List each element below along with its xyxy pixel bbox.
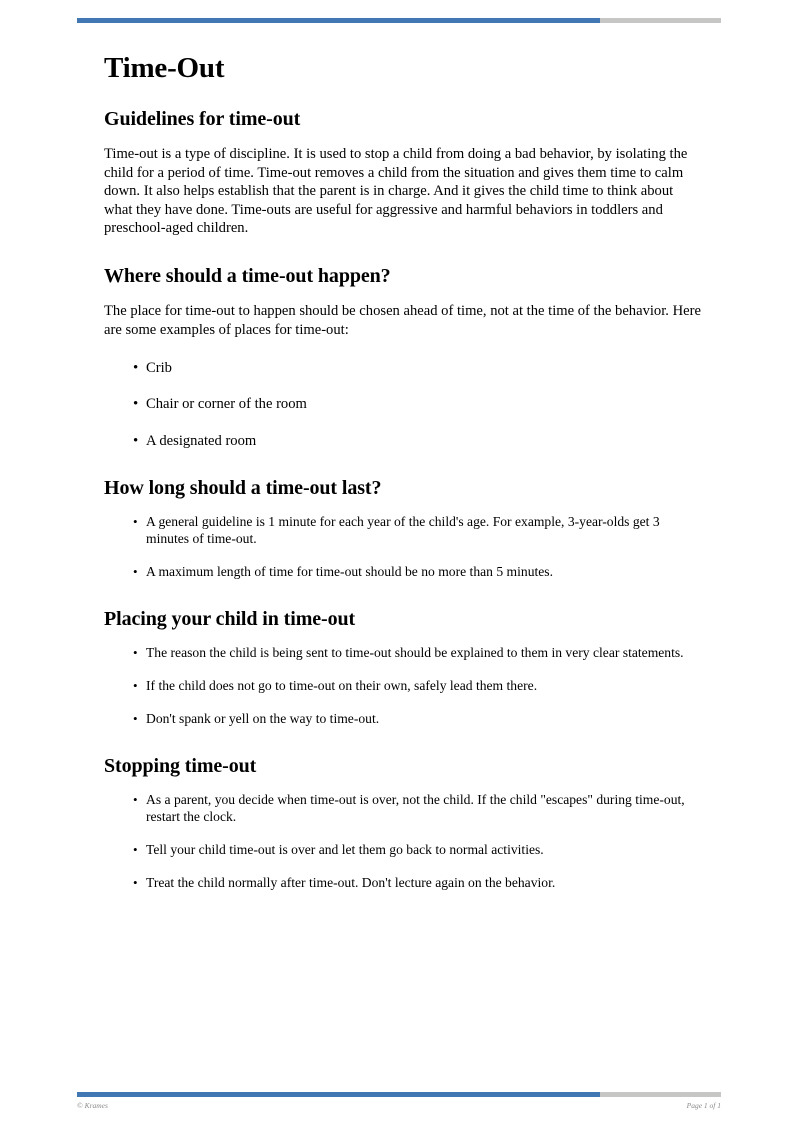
page-footer: [77, 1101, 721, 1110]
spacer: [104, 728, 704, 754]
list-item: • A maximum length of time for time-out should be no more than 5 minutes.: [104, 564, 704, 581]
footer-rule: [77, 1092, 721, 1097]
header-rule-blue-segment: [77, 18, 600, 23]
list-item: • The reason the child is being sent to time-out should be explained to them in very clear statements.: [104, 645, 704, 662]
header-rule-gray-segment: [600, 18, 721, 23]
spacer: [104, 581, 704, 607]
list-item: • Crib: [104, 359, 704, 377]
list-item: • Tell your child time-out is over and let them go back to normal activities.: [104, 842, 704, 859]
section-paragraph-guidelines: Time-out is a type of discipline. It is used to stop a child from doing a bad behavior, by isolating the child for a period of time. Time-out removes a child from the situation and gives them time to calm down. It also helps establish that the parent is in charge. And it gives the child time to think about what they have done. Time-outs are useful for aggressive and harmful behaviors in toddlers and preschool-aged children.: [104, 146, 688, 237]
bullet-list-stopping: [104, 792, 704, 892]
spacer: [104, 339, 704, 359]
footer-rule-gray-segment: [600, 1092, 721, 1097]
list-item: • Treat the child normally after time-out. Don't lecture again on the behavior.: [104, 875, 704, 892]
section-heading-stopping: Stopping time-out: [104, 754, 257, 777]
bullet-list-placing: [104, 645, 704, 728]
page-title: Time-Out: [104, 52, 225, 84]
footer-rule-blue-segment: [77, 1092, 600, 1097]
footer-copyright: © Krames: [77, 1101, 108, 1110]
footer-page-number: Page 1 of 1: [686, 1101, 721, 1110]
bullet-list-how-long: [104, 514, 704, 581]
document-content: [104, 52, 704, 892]
spacer: [104, 450, 704, 476]
list-item: • Chair or corner of the room: [104, 395, 704, 413]
list-item: • A designated room: [104, 432, 704, 450]
section-heading-where: Where should a time-out happen?: [104, 265, 391, 287]
list-item: • A general guideline is 1 minute for each year of the child's age. For example, 3-year-olds get 3 minutes of time-out.: [104, 514, 704, 548]
section-heading-guidelines: Guidelines for time-out: [104, 108, 301, 131]
section-paragraph-where: The place for time-out to happen should be chosen ahead of time, not at the time of the behavior. Here are some examples of places for time-out:: [104, 303, 701, 338]
bullet-list-where: [104, 359, 704, 450]
spacer: [104, 238, 704, 264]
header-rule: [77, 18, 721, 23]
section-heading-placing: Placing your child in time-out: [104, 607, 356, 630]
section-heading-how-long: How long should a time-out last?: [104, 476, 382, 499]
list-item: • Don't spank or yell on the way to time-out.: [104, 711, 704, 728]
list-item: • As a parent, you decide when time-out is over, not the child. If the child "escapes" during time-out, restart the clock.: [104, 792, 704, 826]
list-item: • If the child does not go to time-out on their own, safely lead them there.: [104, 678, 704, 695]
